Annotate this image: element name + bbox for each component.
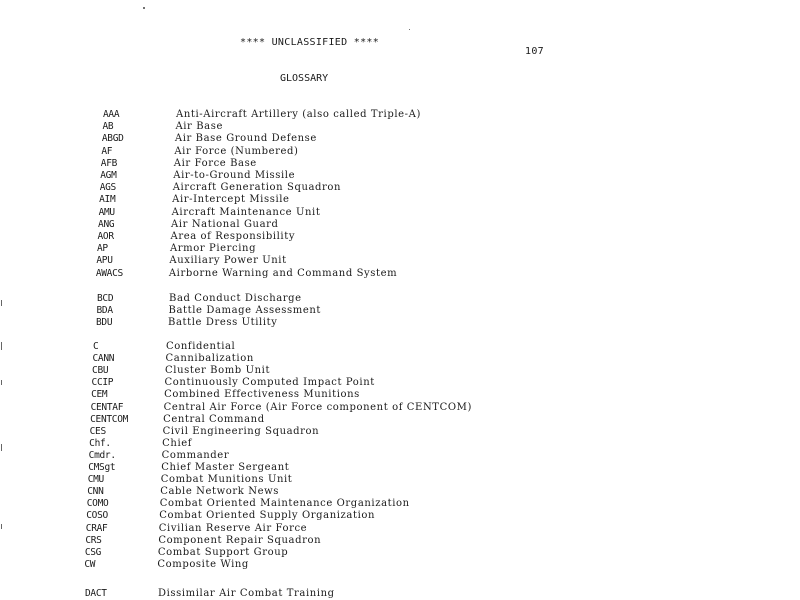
- glossary-abbreviation: AP: [96, 243, 108, 255]
- glossary-abbreviation: AAA: [103, 109, 120, 120]
- glossary-abbreviation: Cmdr.: [88, 449, 116, 461]
- glossary-definition: Aircraft Maintenance Unit: [171, 206, 321, 218]
- page-title: GLOSSARY: [280, 73, 329, 84]
- glossary-abbreviation: AMU: [98, 206, 115, 218]
- scan-edge-mark: [1, 444, 2, 451]
- glossary-abbreviation: CSG: [84, 546, 102, 558]
- glossary-definition: Civil Engineering Squadron: [162, 425, 320, 437]
- glossary-abbreviation: AF: [101, 145, 113, 157]
- glossary-abbreviation: AOR: [97, 231, 114, 242]
- glossary-definition: Air-to-Ground Missile: [173, 170, 296, 181]
- scan-speck: [409, 29, 410, 30]
- glossary-abbreviation: AWACS: [95, 267, 123, 279]
- glossary-abbreviation: CENTCOM: [90, 413, 129, 425]
- glossary-abbreviation: CES: [89, 425, 106, 437]
- glossary-abbreviation: APU: [96, 255, 113, 267]
- page-number: 107: [525, 46, 544, 57]
- glossary-definition: Commander: [161, 449, 230, 461]
- glossary-definition: Airborne Warning and Command System: [168, 267, 398, 279]
- scan-edge-mark: [1, 300, 2, 306]
- glossary-definition: Chief: [162, 437, 193, 449]
- glossary-abbreviation: C: [93, 341, 99, 352]
- glossary-definition: Combat Munitions Unit: [160, 474, 293, 486]
- glossary-definition: Composite Wing: [157, 558, 249, 570]
- glossary-abbreviation: CENTAF: [90, 401, 124, 413]
- glossary-definition: Cannibalization: [165, 353, 254, 365]
- glossary-abbreviation: CBU: [92, 365, 109, 377]
- scan-edge-mark: [1, 342, 2, 350]
- glossary-definition: Combat Oriented Maintenance Organization: [159, 498, 410, 510]
- glossary-definition: Civilian Reserve Air Force: [158, 522, 308, 534]
- glossary-definition: Component Repair Squadron: [158, 534, 322, 546]
- glossary-abbreviation: AB: [102, 121, 114, 133]
- glossary-abbreviation: CNN: [87, 486, 104, 498]
- glossary-definition: Auxiliary Power Unit: [169, 255, 287, 267]
- glossary-abbreviation: BCD: [97, 293, 114, 304]
- glossary-definition: Cluster Bomb Unit: [165, 365, 271, 377]
- glossary-definition: Continuously Computed Impact Point: [164, 377, 375, 389]
- glossary-abbreviation: COSO: [86, 510, 108, 522]
- glossary-definition: Central Air Force (Air Force component of CENTCOM): [163, 401, 472, 413]
- glossary-definition: Battle Damage Assessment: [168, 305, 321, 317]
- glossary-abbreviation: BDU: [96, 317, 113, 329]
- glossary-definition: Air Force Base: [173, 157, 257, 169]
- glossary-definition: Combat Oriented Supply Organization: [159, 510, 376, 522]
- glossary-abbreviation: CMU: [87, 474, 104, 486]
- glossary-definition: Cable Network News: [160, 486, 279, 498]
- glossary-definition: Air Base: [175, 121, 223, 133]
- glossary-abbreviation: CANN: [92, 353, 115, 365]
- glossary-definition: Battle Dress Utility: [168, 317, 278, 329]
- glossary-definition: Chief Master Sergeant: [161, 462, 290, 473]
- glossary-abbreviation: CRAF: [85, 522, 108, 534]
- glossary-definition: Bad Conduct Discharge: [169, 293, 302, 304]
- glossary-definition: Area of Responsibility: [170, 231, 296, 242]
- glossary-abbreviation: ANG: [98, 218, 115, 230]
- glossary-definition: Combat Support Group: [157, 546, 289, 558]
- classification-marking: **** UNCLASSIFIED ****: [240, 37, 380, 48]
- glossary-definition: Air-Intercept Missile: [172, 194, 290, 206]
- glossary-abbreviation: AGM: [100, 170, 117, 181]
- glossary-abbreviation: BDA: [96, 305, 113, 317]
- glossary-abbreviation: CW: [84, 558, 96, 570]
- glossary-abbreviation: AFB: [100, 157, 118, 169]
- glossary-abbreviation: CRS: [85, 534, 102, 546]
- scan-edge-mark: [1, 380, 2, 385]
- glossary-definition: Dissimilar Air Combat Training: [158, 588, 335, 599]
- glossary-abbreviation: CMSgt: [88, 462, 116, 473]
- glossary-definition: Aircraft Generation Squadron: [172, 182, 342, 194]
- scan-edge-mark: [1, 524, 2, 529]
- scan-speck: [143, 7, 145, 9]
- glossary-definition: Confidential: [166, 341, 236, 352]
- glossary-abbreviation: AGS: [99, 182, 116, 194]
- glossary-abbreviation: COMO: [86, 498, 109, 510]
- glossary-definition: Combined Effectiveness Munitions: [164, 389, 360, 401]
- glossary-definition: Armor Piercing: [169, 243, 257, 255]
- glossary-abbreviation: Chf.: [89, 437, 111, 449]
- glossary-definition: Air National Guard: [171, 218, 279, 230]
- glossary-abbreviation: CEM: [91, 389, 108, 401]
- glossary-abbreviation: DACT: [85, 588, 107, 599]
- glossary-abbreviation: CCIP: [91, 377, 114, 389]
- glossary-definition: Anti-Aircraft Artillery (also called Triple-A): [176, 109, 421, 120]
- glossary-definition: Central Command: [163, 413, 265, 425]
- glossary-definition: Air Base Ground Defense: [174, 133, 317, 145]
- glossary-abbreviation: ABGD: [101, 133, 124, 145]
- glossary-abbreviation: AIM: [99, 194, 116, 206]
- glossary-definition: Air Force (Numbered): [174, 145, 299, 157]
